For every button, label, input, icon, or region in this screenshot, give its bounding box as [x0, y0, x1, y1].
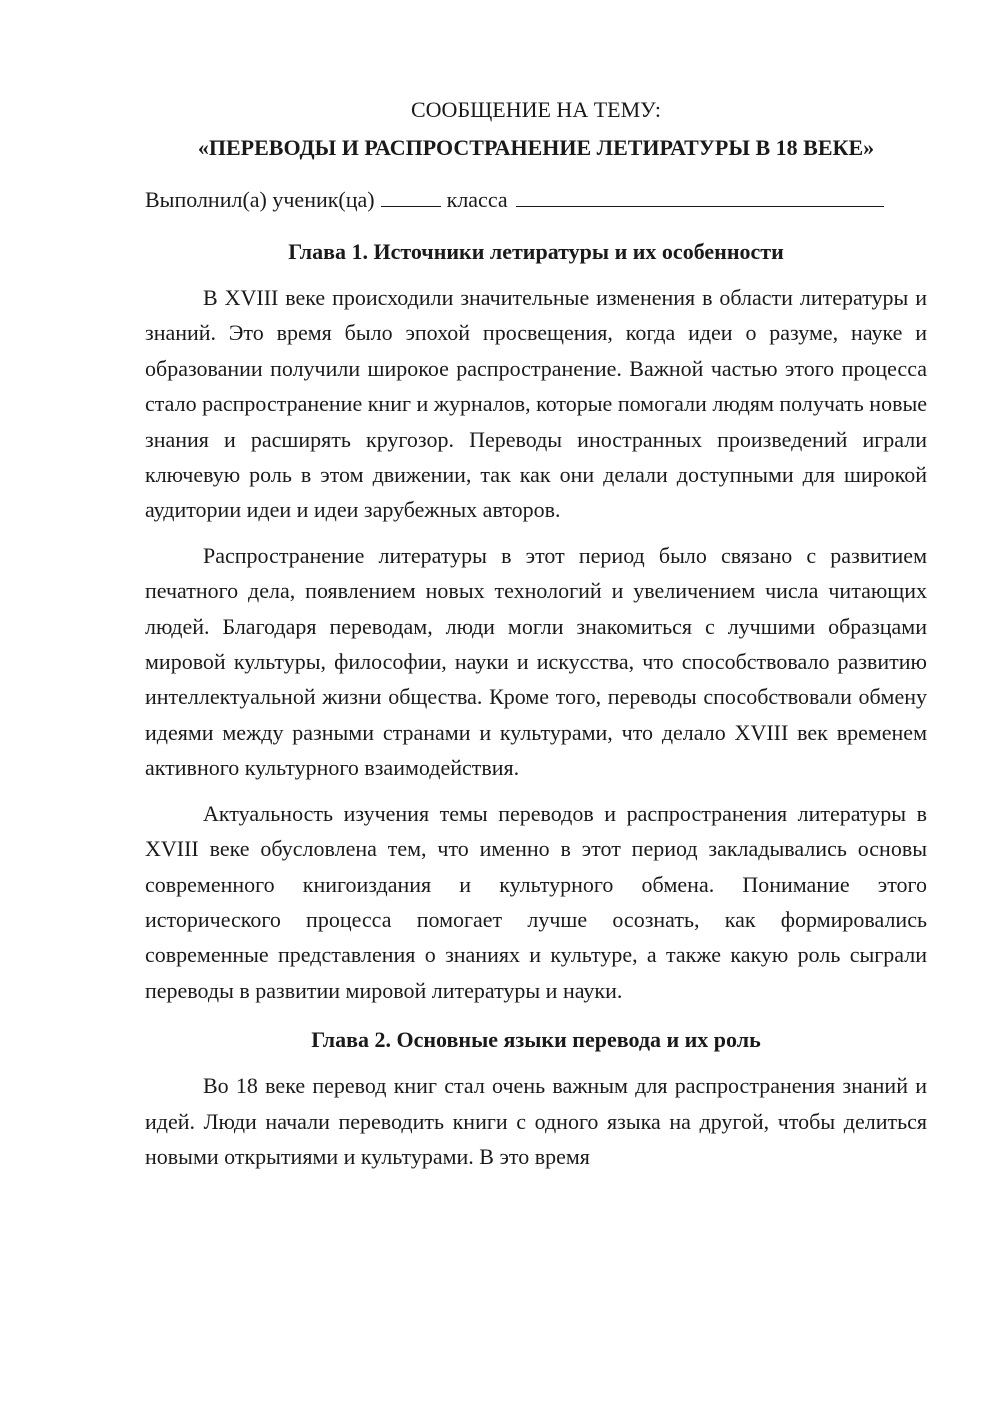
- document-page: [145, 92, 927, 1184]
- chapter-1-paragraph-3: Актуальность изучения темы переводов и распространения литературы в XVIII веке обусловлена тем, что именно в этот период закладывались основы современного книгоиздания и культурного обмена. Понимание этого исторического процесса помогает лучше осознать, как формировались современные представления о знаниях и культуре, а также какую роль сыграли переводы в развитии мировой литературы и науки.: [145, 800, 927, 1003]
- title-line-2: «ПЕРЕВОДЫ И РАСПРОСТРАНЕНИЕ ЛЕТИРАТУРЫ В 18 ВЕКЕ»: [197, 135, 875, 160]
- title-line-1: СООБЩЕНИЕ НА ТЕМУ:: [411, 97, 661, 122]
- grade-blank: [381, 184, 441, 207]
- author-label: Выполнил(а) ученик(ца): [145, 187, 375, 212]
- chapter-1-paragraph-2: Распространение литературы в этот период было связано с развитием печатного дела, появлением новых технологий и увеличением числа читающих людей. Благодаря переводам, люди могли знакомиться с лучшими образцами мировой культуры, философии, науки и искусства, что способствовало развитию интеллектуальной жизни общества. Кроме того, переводы способствовали обмену идеями между разными странами и культурами, что делало XVIII век временем активного культурного взаимодействия.: [145, 542, 927, 781]
- chapter-1-paragraph-1: В XVIII веке происходили значительные изменения в области литературы и знаний. Это время было эпохой просвещения, когда идеи о разуме, науке и образовании получили широкое распространение. Важной частью этого процесса стало распространение книг и журналов, которые помогали людям получать новые знания и расширять кругозор. Переводы иностранных произведений играли ключевую роль в этом движении, так как они делали доступными для широкой аудитории идеи и идеи зарубежных авторов.: [145, 285, 927, 523]
- name-blank: [516, 184, 884, 207]
- class-label: класса: [446, 187, 508, 212]
- chapter-2-paragraph-1: Во 18 веке перевод книг стал очень важным для распространения знаний и идей. Люди начали переводить книги с одного языка на другой, чтобы делиться новыми открытиями и культурами. В это время: [145, 1073, 927, 1169]
- chapter-2-heading: Глава 2. Основные языки перевода и их роль: [311, 1027, 761, 1053]
- author-line: [145, 182, 927, 218]
- chapter-1-heading: Глава 1. Источники летиратуры и их особенности: [288, 239, 784, 264]
